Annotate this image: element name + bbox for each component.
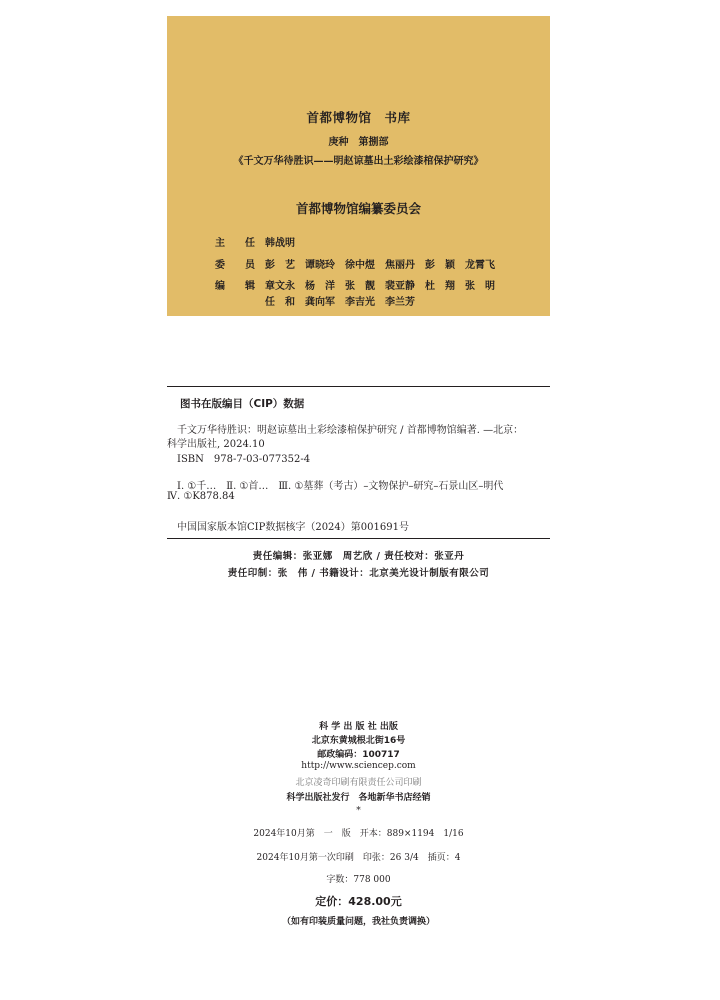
distribution: 科学出版社发行 各地新华书店经销: [286, 793, 431, 803]
members-role: 委 员: [215, 260, 255, 271]
edition-format: 2024年10月第 一 版 开本：889×1194 1/16: [253, 829, 464, 839]
committee-members-row: [215, 256, 495, 271]
price: 定价：428.00元: [315, 895, 402, 908]
editors-names-line2: 任 和 龚向军 李吉光 李兰芳: [265, 297, 415, 308]
members-names: 彭 艺 谭晓玲 徐中煜 焦丽丹 彭 颖 龙霄飞: [265, 260, 495, 271]
cip-classification-2: Ⅳ. ①K878.84: [167, 491, 235, 502]
credits-printing-design: 责任印制：张 伟 / 书籍设计：北京美光设计制版有限公司: [227, 568, 490, 579]
publisher-address: 北京东黄城根北街16号: [311, 736, 406, 746]
committee-editors-row: [215, 277, 495, 292]
series-subtitle: 庚种 第捌部: [328, 137, 389, 148]
editors-role: 编 辑: [215, 281, 255, 292]
editors-names-line1: 章文永 杨 洋 张 靓 裴亚静 杜 翔 张 明: [265, 281, 495, 292]
separator-star: *: [356, 806, 361, 816]
quality-note: （如有印装质量问题，我社负责调换）: [281, 917, 435, 927]
committee-name: 首都博物馆编纂委员会: [295, 201, 421, 216]
postcode: 邮政编码：100717: [317, 750, 400, 760]
book-title: 《千文万华待胜识——明赵谅墓出土彩绘漆棺保护研究》: [233, 156, 484, 167]
publisher-name: 科 学 出 版 社 出版: [319, 722, 398, 732]
word-count: 字数：778 000: [326, 875, 391, 885]
cip-top-rule: [167, 386, 550, 387]
cip-classification-1: Ⅰ. ①千… Ⅱ. ①首… Ⅲ. ①墓葬（考古）–文物保护–研究–石景山区–明代: [177, 481, 504, 492]
cip-record-number: 中国国家版本馆CIP数据核字（2024）第001691号: [177, 522, 409, 533]
cip-line-2: 科学出版社, 2024.10: [167, 439, 265, 450]
cip-heading: 图书在版编目（CIP）数据: [180, 398, 305, 410]
series-title: 首都博物馆 书库: [306, 110, 411, 125]
credits-editors: 责任编辑：张亚娜 周艺欣 / 责任校对：张亚丹: [252, 551, 465, 562]
cip-line-1: 千文万华待胜识：明赵谅墓出土彩绘漆棺保护研究 / 首都博物馆编著. —北京：: [177, 425, 524, 436]
chair-role: 主 任: [215, 238, 255, 249]
committee-editors-row-2: [215, 293, 415, 308]
printing-sheets: 2024年10月第一次印刷 印张：26 3/4 插页：4: [256, 853, 461, 863]
publisher-url: http://www.sciencep.com: [301, 761, 416, 771]
committee-chair-row: [215, 234, 295, 249]
chair-names: 韩战明: [265, 238, 295, 249]
series-panel: [167, 16, 550, 316]
cip-isbn: ISBN 978-7-03-077352-4: [177, 454, 311, 465]
printer: 北京凌奇印刷有限责任公司印刷: [295, 778, 422, 788]
cip-bottom-rule: [167, 538, 550, 539]
